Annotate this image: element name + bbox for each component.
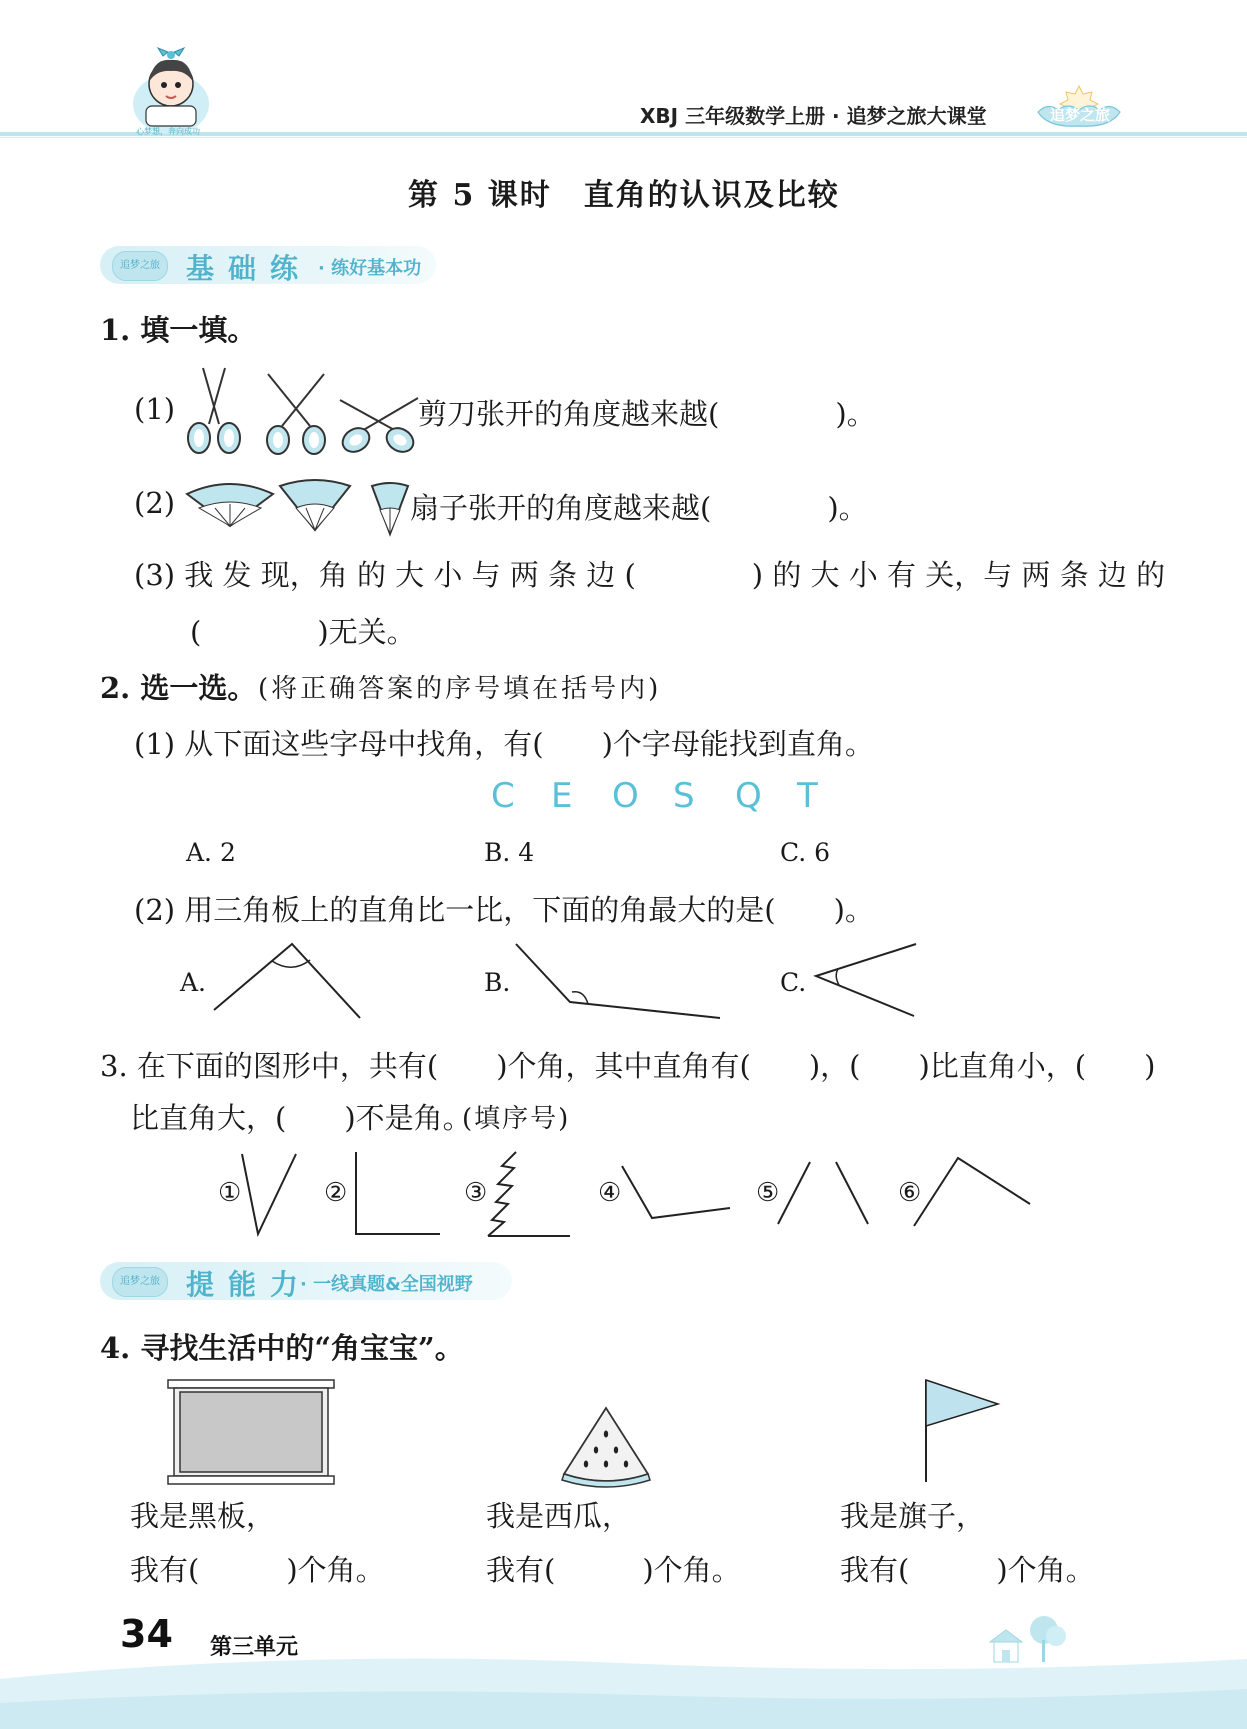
- q2-part1-option-b: B. 4: [484, 838, 535, 867]
- q2-part2-option-b: B.: [484, 968, 511, 997]
- q4-item1-name: 我是黑板，: [130, 1499, 276, 1533]
- banner-logo-icon: [112, 251, 168, 281]
- letter-o: O: [612, 776, 639, 816]
- q4-item2-name: 我是西瓜，: [486, 1499, 632, 1533]
- fan-narrow-icon: [370, 482, 410, 538]
- q2-part1-option-a: A. 2: [186, 838, 236, 867]
- q1-part2-label: (2): [134, 486, 176, 520]
- angle-a-figure: [210, 940, 364, 1020]
- angle-c-figure: [812, 940, 918, 1018]
- unit-label: 第三单元: [210, 1635, 299, 1660]
- q1-part3-line1: (3) 我 发 现，角 的 大 小 与 两 条 边 ( ) 的 大 小 有 关，与 两 条 边 的: [134, 558, 1166, 592]
- section-title-basic: 基础练: [186, 252, 313, 285]
- q3-figure-5: [774, 1158, 870, 1228]
- q2-part2-option-c: C.: [780, 968, 807, 997]
- q1-part1-label: (1): [134, 392, 176, 426]
- fan-wide-icon: [185, 478, 275, 530]
- banner-logo-text: 追梦之旅: [120, 260, 160, 271]
- q1-part3-line2: ( )无关。: [190, 615, 416, 649]
- header-rule-thin: [0, 137, 1247, 138]
- q4-item3-answer: 我有( )个角。: [840, 1553, 1095, 1587]
- house-tree-icon: [986, 1614, 1068, 1664]
- section-subtitle-advanced: · 一线真题&全国视野: [300, 1274, 473, 1295]
- header-title: XBJ 三年级数学上册 · 追梦之旅大课堂: [640, 104, 987, 128]
- q2-part2-text: (2) 用三角板上的直角比一比，下面的角最大的是( )。: [134, 893, 874, 927]
- blackboard-icon: [166, 1378, 336, 1486]
- watermelon-icon: [558, 1404, 654, 1486]
- lesson-title: 第 5 课时 直角的认识及比较: [408, 178, 840, 213]
- q3-label-2: ②: [324, 1178, 348, 1208]
- banner-logo-icon: [112, 1267, 168, 1297]
- q2-part1-option-c: C. 6: [780, 838, 831, 867]
- q1-heading: 1. 填一填。: [100, 313, 257, 347]
- q3-figure-2: [352, 1150, 442, 1240]
- banner-logo-text: 追梦之旅: [120, 1276, 160, 1287]
- section-subtitle-basic: · 练好基本功: [318, 258, 422, 279]
- scissors-wide-open-icon: [338, 380, 420, 456]
- angle-b-figure: [512, 940, 722, 1020]
- q3-line2-note: (填序号): [462, 1104, 571, 1134]
- letter-s: S: [673, 776, 695, 816]
- q3-line2: 比直角大，( )不是角。: [130, 1101, 472, 1135]
- fan-medium-icon: [278, 476, 352, 534]
- q3-label-6: ⑥: [898, 1178, 922, 1208]
- q3-line1: 3. 在下面的图形中，共有( )个角，其中直角有( )，( )比直角小，( ): [100, 1049, 1156, 1083]
- q4-heading: 4. 寻找生活中的“角宝宝”。: [100, 1331, 464, 1365]
- mascot-caption: 心梦想，奔向成功: [136, 127, 200, 136]
- q3-figure-4: [618, 1162, 732, 1222]
- q3-label-4: ④: [598, 1178, 622, 1208]
- letter-c: C: [491, 776, 515, 816]
- mascot-icon: [128, 44, 214, 136]
- flag-icon: [922, 1378, 1002, 1484]
- q2-heading-note: (将正确答案的序号填在括号内): [258, 674, 662, 704]
- q2-part1-text: (1) 从下面这些字母中找角，有( )个字母能找到直角。: [134, 727, 874, 761]
- scissors-closed-icon: [185, 366, 245, 456]
- q1-part1-text: 剪刀张开的角度越来越( )。: [418, 397, 876, 431]
- section-title-advanced: 提能力: [186, 1268, 313, 1301]
- q3-label-5: ⑤: [756, 1178, 780, 1208]
- section-banner-basic: [100, 246, 436, 284]
- q3-figure-3: [476, 1150, 572, 1242]
- letter-q: Q: [735, 776, 762, 816]
- q4-item2-answer: 我有( )个角。: [486, 1553, 741, 1587]
- q4-item3-name: 我是旗子，: [840, 1499, 986, 1533]
- letter-t: T: [797, 776, 818, 816]
- letter-e: E: [551, 776, 573, 816]
- header-badge-text: 追梦之旅: [1050, 106, 1111, 124]
- page-number: 34: [120, 1612, 173, 1656]
- q2-heading: 2. 选一选。: [100, 671, 257, 705]
- q3-label-1: ①: [218, 1178, 242, 1208]
- section-banner-advanced: [100, 1262, 512, 1300]
- q3-figure-6: [910, 1154, 1034, 1230]
- q4-item1-answer: 我有( )个角。: [130, 1553, 385, 1587]
- q2-part2-option-a: A.: [180, 968, 207, 997]
- scissors-half-open-icon: [262, 370, 332, 456]
- q1-part2-text: 扇子张开的角度越来越( )。: [410, 491, 868, 525]
- q3-label-3: ③: [464, 1178, 488, 1208]
- q3-figure-1: [238, 1150, 300, 1238]
